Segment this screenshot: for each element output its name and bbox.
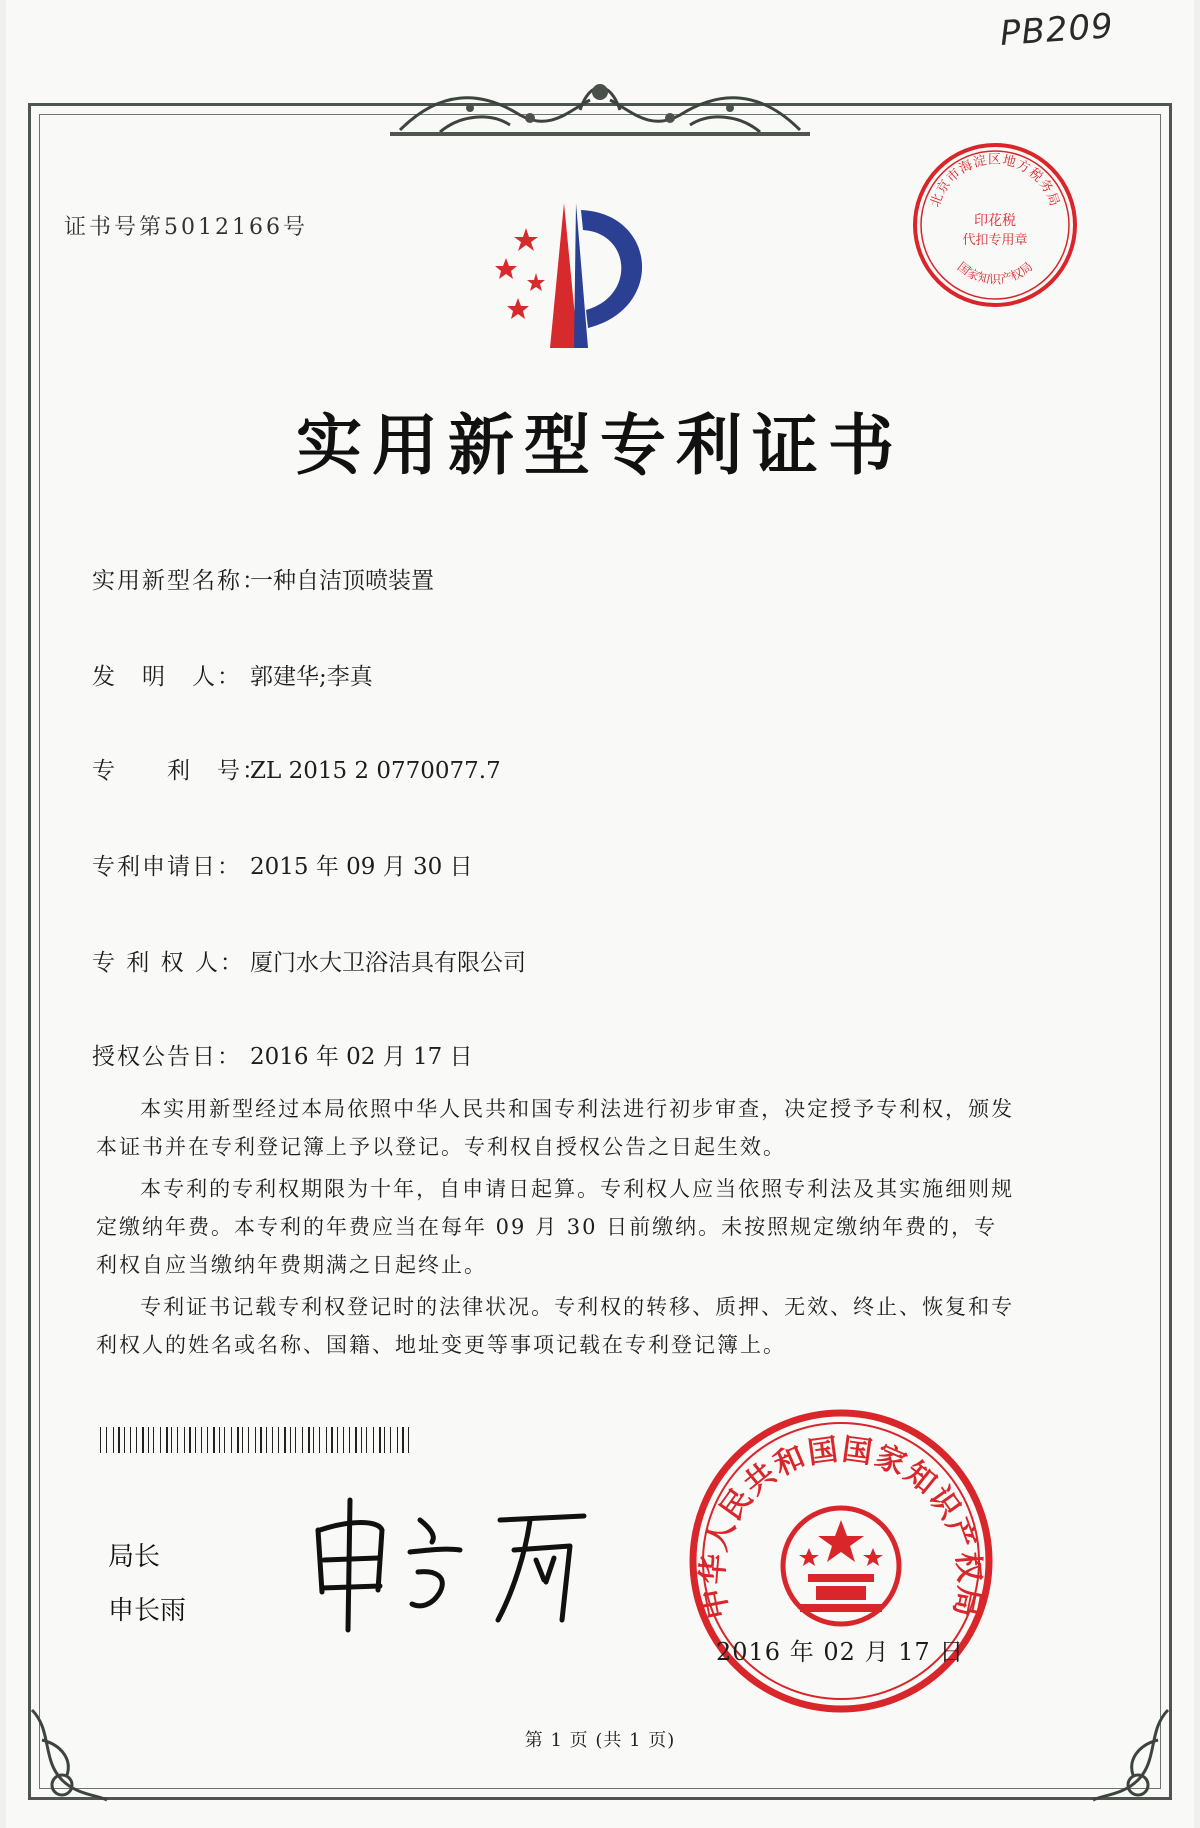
signature xyxy=(300,1480,590,1640)
tax-seal-stamp xyxy=(910,140,1080,310)
certificate-number: 证书号第5012166号 xyxy=(64,215,308,240)
field-value: 2016 年 02 月 17 日 xyxy=(250,1044,473,1070)
field-utility-model-name xyxy=(92,562,434,595)
field-inventors xyxy=(92,658,373,691)
field-patent-number xyxy=(92,752,501,785)
page-footer: 第 1 页 (共 1 页) xyxy=(524,1730,676,1751)
field-label: 专 利 号： xyxy=(92,758,267,784)
field-value: 2015 年 09 月 30 日 xyxy=(250,854,473,880)
certificate-body xyxy=(96,1090,1016,1368)
field-label: 实用新型名称： xyxy=(92,568,267,594)
body-paragraph: 专利证书记载专利权登记时的法律状况。专利权的转移、质押、无效、终止、恢复和专利权人的姓名或名称、国籍、地址变更等事项记载在专利登记簿上。 xyxy=(96,1295,1015,1357)
corner-ornament-icon xyxy=(1088,1700,1178,1810)
tax-seal-line1: 印花税 xyxy=(974,213,1016,229)
tax-seal-ring-text: 北京市海淀区地方税务局 xyxy=(927,152,1063,210)
corner-ornament-icon xyxy=(22,1700,112,1810)
field-patentee xyxy=(92,944,526,977)
field-label: 专利申请日： xyxy=(92,854,242,880)
tax-seal-bottom-text: 国家知识产权局 xyxy=(954,259,1036,287)
seal-date: 2016 年 02 月 17 日 xyxy=(716,1638,965,1666)
field-label: 专 利 权 人： xyxy=(92,950,245,976)
field-value: 郭建华;李真 xyxy=(250,664,373,690)
field-grant-date xyxy=(92,1038,473,1071)
field-application-date xyxy=(92,848,473,881)
body-paragraph: 本实用新型经过本局依照中华人民共和国专利法进行初步审查，决定授予专利权，颁发本证书并在专利登记簿上予以登记。专利权自授权公告之日起生效。 xyxy=(96,1097,1015,1159)
state-ip-office-seal xyxy=(688,1408,994,1714)
director-name: 申长雨 xyxy=(108,1596,187,1626)
field-label: 发 明 人： xyxy=(92,664,242,690)
body-paragraph: 本专利的专利权期限为十年，自申请日起算。专利权人应当依照专利法及其实施细则规定缴纳年费。本专利的年费应当在每年 09 月 30 日前缴纳。未按照规定缴纳年费的，专利权自应当缴纳年费期满之日起终止。 xyxy=(96,1177,1015,1277)
top-ornament-icon xyxy=(380,70,820,150)
handwritten-note: PB209 xyxy=(998,6,1115,54)
director-block xyxy=(108,1530,186,1638)
document-title: 实用新型专利证书 xyxy=(296,406,904,484)
tax-seal-line2: 代扣专用章 xyxy=(962,233,1028,248)
field-value: ZL 2015 2 0770077.7 xyxy=(250,758,501,784)
field-value: 厦门水大卫浴洁具有限公司 xyxy=(250,950,526,976)
seal-ring-text: 中华人民共和国国家知识产权局 xyxy=(695,1432,987,1622)
director-title: 局长 xyxy=(108,1542,161,1572)
field-label: 授权公告日： xyxy=(92,1044,242,1070)
barcode-icon xyxy=(100,1427,416,1453)
patent-office-logo-icon xyxy=(466,198,666,358)
field-value: 一种自洁顶喷装置 xyxy=(250,568,434,594)
svg-text:国家知识产权局 xyxy=(955,259,1036,286)
